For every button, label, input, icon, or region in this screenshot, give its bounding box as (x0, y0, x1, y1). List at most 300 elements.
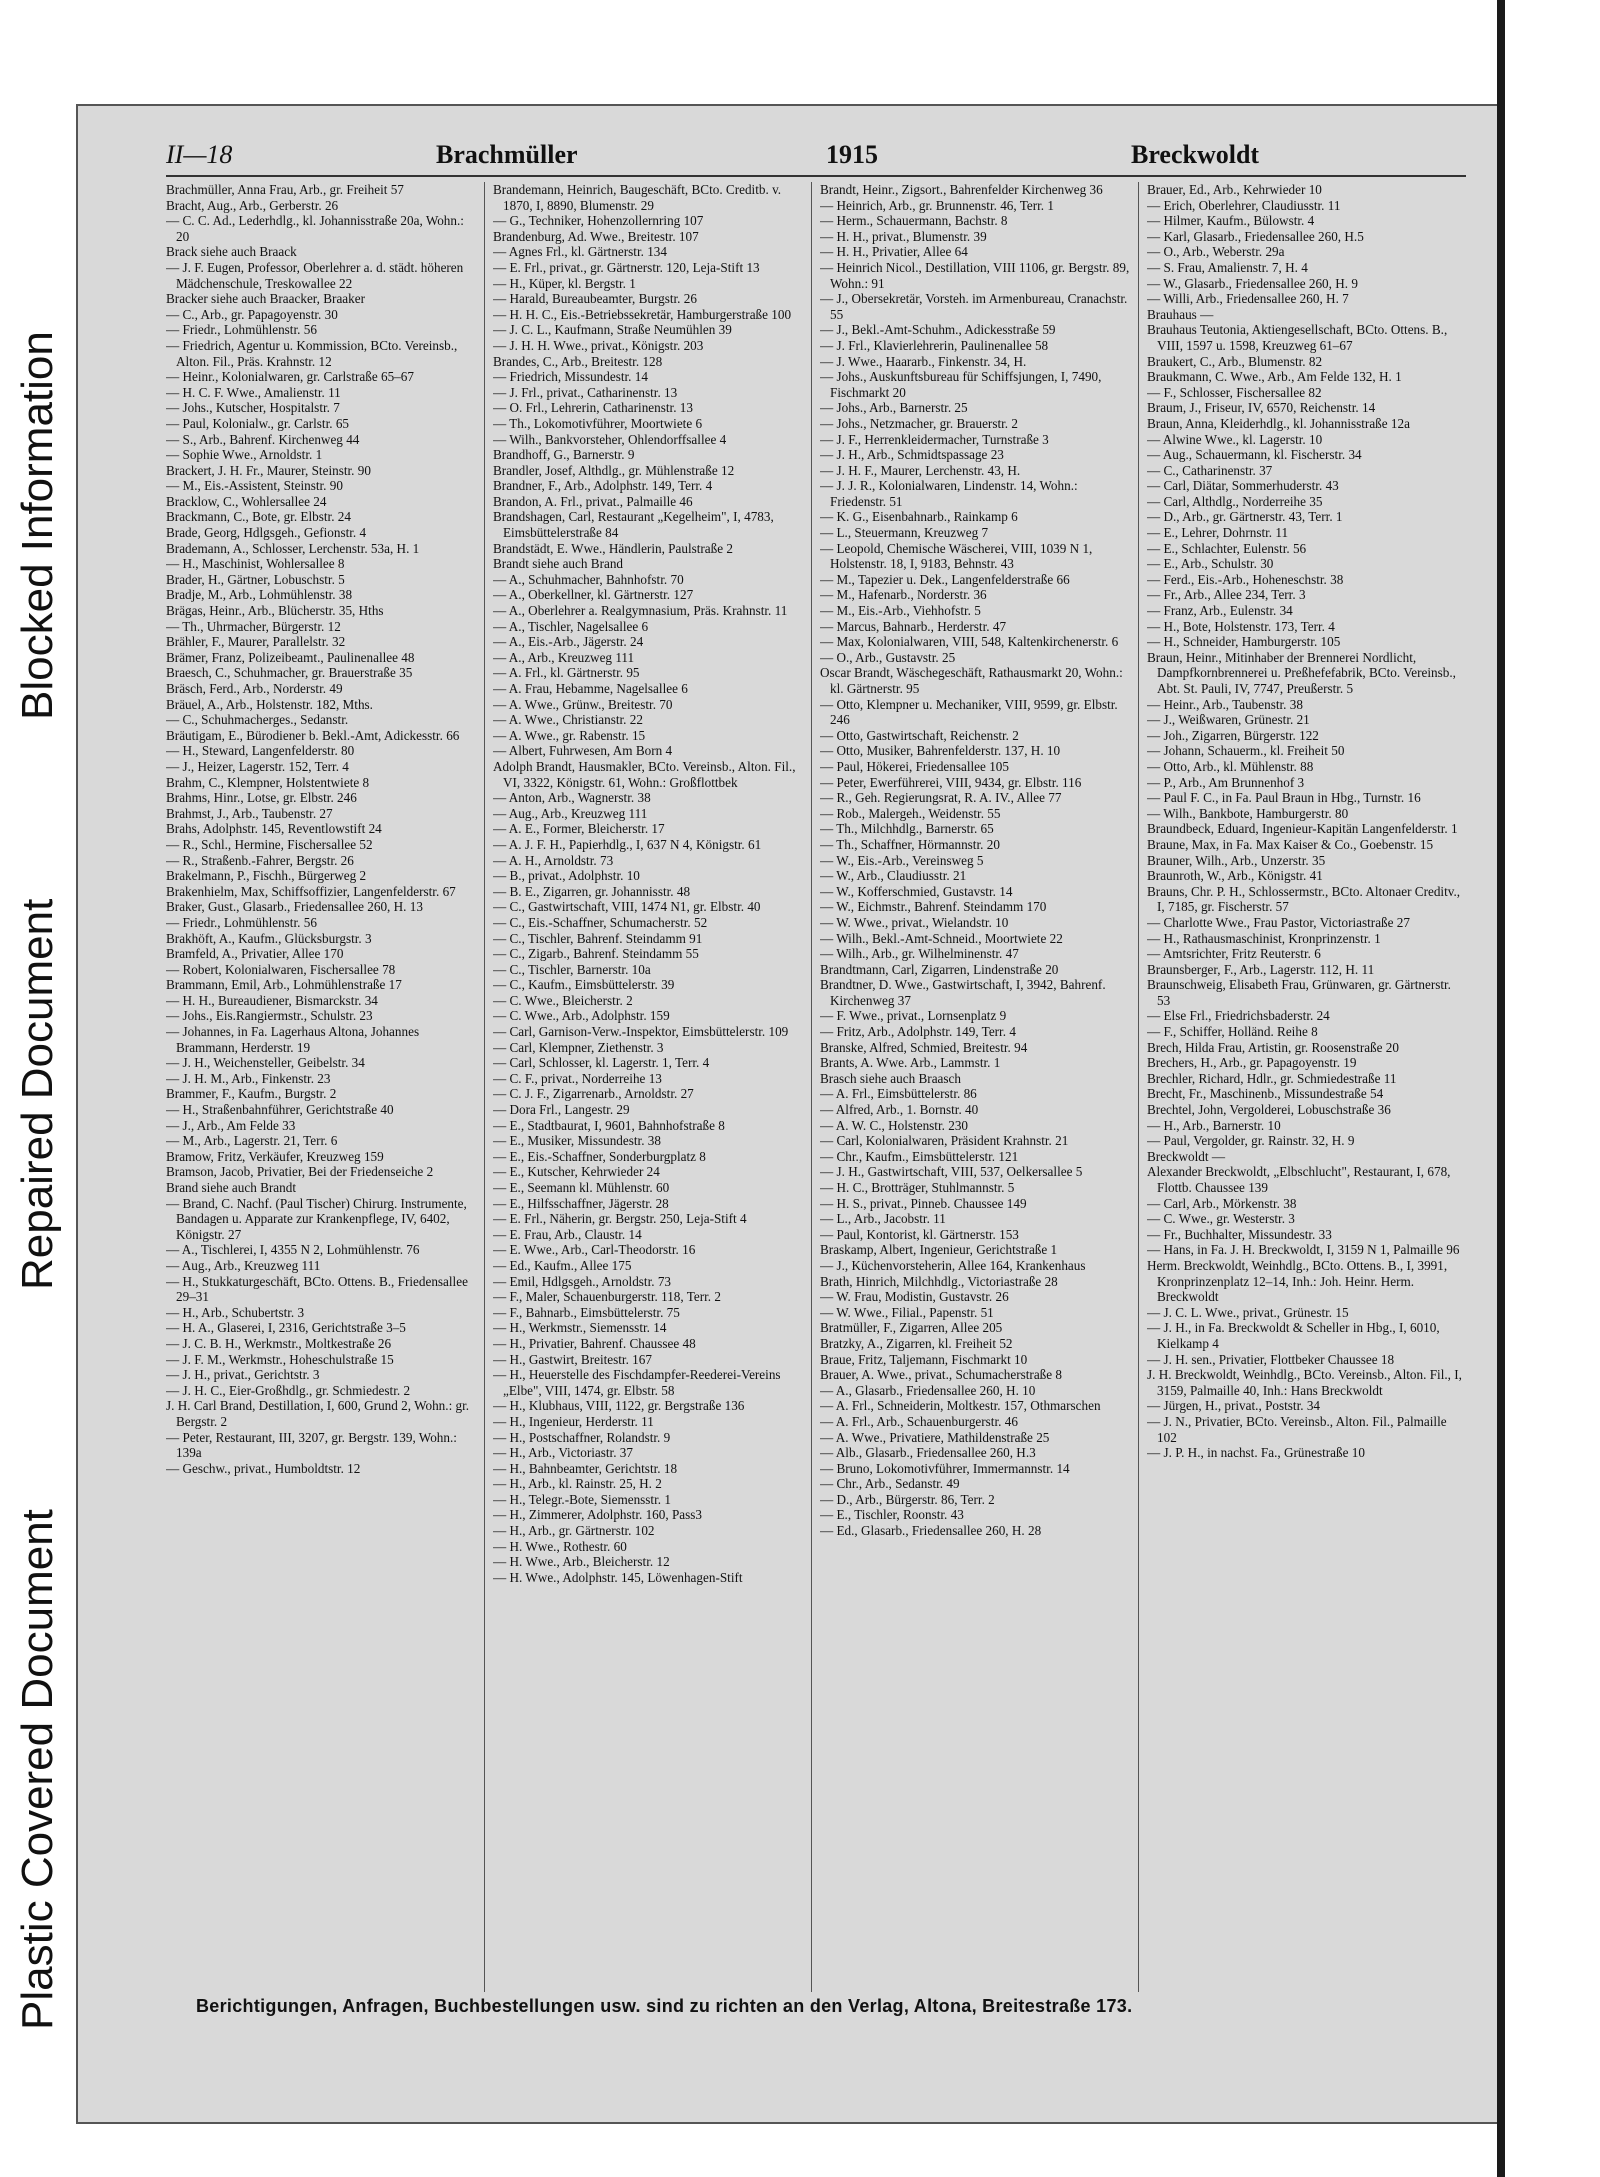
directory-entry: — Peter, Ewerführerei, VIII, 9434, gr. Elbstr. 116 (820, 774, 1082, 790)
directory-column-3 (820, 182, 1139, 1992)
directory-entry: — J. H. H. Wwe., privat., Königstr. 203 (493, 337, 704, 353)
directory-entry: — Hans, in Fa. J. H. Breckwoldt, I, 3159 N 1, Palmaille 96 (1147, 1242, 1460, 1258)
directory-entry: — Johannes, in Fa. Lagerhaus Altona, Johannes Brammann, Herderstr. 19 (166, 1024, 420, 1055)
directory-entry: — A. W. C., Holstenstr. 230 (820, 1117, 969, 1133)
directory-entry: — E., Eis.-Schaffner, Sonderburgplatz 8 (493, 1148, 706, 1164)
directory-entry: — Th., Uhrmacher, Bürgerstr. 12 (166, 618, 341, 634)
directory-entry: — Max, Kolonialwaren, VIII, 548, Kaltenkirchenerstr. 6 (820, 634, 1119, 650)
directory-entry: — E. Frl., privat., gr. Gärtnerstr. 120, Leja-Stift 13 (493, 259, 760, 275)
directory-entry: — M., Hafenarb., Norderstr. 36 (820, 587, 987, 603)
directory-entry: Brand siehe auch Brandt (166, 1180, 297, 1195)
directory-entry: — Charlotte Wwe., Frau Pastor, Victoriastraße 27 (1147, 914, 1410, 930)
directory-entry: — Johs., Netzmacher, gr. Brauerstr. 2 (820, 415, 1018, 431)
directory-entry: Branske, Alfred, Schmied, Breitestr. 94 (820, 1039, 1028, 1055)
directory-entry: — M., Arb., Lagerstr. 21, Terr. 6 (166, 1133, 338, 1149)
directory-entry: — A., Arb., Kreuzweg 111 (493, 649, 635, 665)
directory-entry: — A. Wwe., Grünw., Breitestr. 70 (493, 696, 673, 712)
directory-entry: Braskamp, Albert, Ingenieur, Gerichtstraße 1 (820, 1242, 1058, 1258)
directory-entry: — H. S., privat., Pinneb. Chaussee 149 (820, 1195, 1027, 1211)
directory-columns (166, 182, 1466, 1992)
directory-entry: — W., Eis.-Arb., Vereinsweg 5 (820, 852, 984, 868)
directory-entry: — Amtsrichter, Fritz Reuterstr. 6 (1147, 946, 1321, 962)
directory-entry: — H., Bote, Holstenstr. 173, Terr. 4 (1147, 618, 1335, 634)
directory-entry: — J., Arb., Am Felde 33 (166, 1117, 296, 1133)
directory-entry: Bramson, Jacob, Privatier, Bei der Friedenseiche 2 (166, 1164, 434, 1180)
directory-entry: — C., Arb., gr. Papagoyenstr. 30 (166, 306, 338, 322)
directory-entry: — Alfred, Arb., 1. Bornstr. 40 (820, 1102, 979, 1118)
directory-entry: — J. P. H., in nachst. Fa., Grünestraße 10 (1147, 1445, 1365, 1461)
directory-entry: — E., Lehrer, Dohrnstr. 11 (1147, 525, 1289, 541)
directory-entry: Brauer, Ed., Arb., Kehrwieder 10 (1147, 182, 1322, 197)
directory-entry: — Anton, Arb., Wagnerstr. 38 (493, 790, 651, 806)
directory-entry: — O., Arb., Weberstr. 29a (1147, 244, 1285, 260)
directory-entry: — J. H., Weichensteller, Geibelstr. 34 (166, 1055, 365, 1071)
directory-entry: — J. H., Gastwirtschaft, VIII, 537, Oelkersallee 5 (820, 1164, 1083, 1180)
directory-entry: — Johs., Kutscher, Hospitalstr. 7 (166, 400, 340, 416)
directory-entry: Brakhöft, A., Kaufm., Glücksburgstr. 3 (166, 930, 372, 946)
directory-entry: Brandshagen, Carl, Restaurant „Kegelheim", I, 4783, Eimsbüttelerstraße 84 (493, 509, 774, 541)
directory-entry: — Aug., Arb., Kreuzweg 111 (166, 1257, 321, 1273)
directory-entry: — J. H. M., Arb., Finkenstr. 23 (166, 1070, 331, 1086)
directory-entry: — Wilh., Bankvorsteher, Ohlendorffsallee 4 (493, 431, 727, 447)
directory-entry: — Heinr., Kolonialwaren, gr. Carlstraße 65–67 (166, 369, 414, 385)
label-plastic-covered: Plastic Covered Document (13, 1509, 62, 2030)
directory-entry: — C., Tischler, Barnerstr. 10a (493, 961, 651, 977)
directory-entry: — H., Zimmerer, Adolphstr. 160, Pass3 (493, 1507, 702, 1523)
directory-entry: Brandt, Heinr., Zigsort., Bahrenfelder Kirchenweg 36 (820, 182, 1103, 197)
directory-entry: Bracht, Aug., Arb., Gerberstr. 26 (166, 197, 339, 213)
label-repaired: Repaired Document (13, 898, 62, 1290)
directory-entry: Brammer, F., Kaufm., Burgstr. 2 (166, 1086, 337, 1102)
directory-entry: — J. C. L. Wwe., privat., Grünestr. 15 (1147, 1304, 1349, 1320)
directory-entry: Braker, Gust., Glasarb., Friedensallee 260, H. 13 (166, 899, 423, 915)
directory-entry: — L., Steuermann, Kreuzweg 7 (820, 525, 989, 541)
header-rule (166, 175, 1466, 177)
directory-entry: — Paul, Kolonialw., gr. Carlstr. 65 (166, 415, 350, 431)
directory-entry: — Fr., Arb., Allee 234, Terr. 3 (1147, 587, 1306, 603)
directory-entry: — Else Frl., Friedrichsbaderstr. 24 (1147, 1008, 1330, 1024)
directory-entry: — R., Schl., Hermine, Fischersallee 52 (166, 836, 373, 852)
directory-entry: Brämer, Franz, Polizeibeamt., Paulinenallee 48 (166, 649, 415, 665)
directory-entry: Breckwoldt — (1147, 1148, 1226, 1164)
directory-entry: — A., Glasarb., Friedensallee 260, H. 10 (820, 1382, 1036, 1398)
directory-entry: — Wilh., Arb., gr. Wilhelminenstr. 47 (820, 946, 1019, 962)
directory-entry: — A. Frau, Hebamme, Nagelsallee 6 (493, 681, 688, 696)
directory-entry: — A. Frl., Arb., Schauenburgerstr. 46 (820, 1413, 1018, 1429)
directory-entry: — H., Arb., Barnerstr. 10 (1147, 1117, 1281, 1133)
directory-entry: — E., Schlachter, Eulenstr. 56 (1147, 540, 1307, 556)
directory-entry: — Fritz, Arb., Adolphstr. 149, Terr. 4 (820, 1024, 1016, 1040)
directory-entry: — Otto, Musiker, Bahrenfelderstr. 137, H. 10 (820, 743, 1061, 759)
directory-entry: Braukmann, C. Wwe., Arb., Am Felde 132, H. 1 (1147, 369, 1402, 385)
directory-entry: — A., Oberkellner, kl. Gärtnerstr. 127 (493, 587, 694, 603)
directory-entry: — W., Eichmstr., Bahrenf. Steindamm 170 (820, 899, 1047, 915)
directory-entry: Brack siehe auch Braack (166, 244, 297, 260)
directory-entry: — E. Frau, Arb., Claustr. 14 (493, 1226, 642, 1242)
directory-entry: Braunschweig, Elisabeth Frau, Grünwaren, gr. Gärtnerstr. 53 (1147, 977, 1451, 1008)
directory-entry: — A., Tischler, Nagelsallee 6 (493, 618, 649, 634)
directory-entry: — Leopold, Chemische Wäscherei, VIII, 1039 N 1, Holstenstr. 18, I, 9183, Behnstr. 43 (820, 540, 1093, 572)
directory-entry: — H., Küper, kl. Bergstr. 1 (493, 275, 636, 291)
directory-entry: — H., Arb., kl. Rainstr. 25, H. 2 (493, 1476, 662, 1492)
directory-entry: — A. Frl., Schneiderin, Moltkestr. 157, Othmarschen (820, 1398, 1101, 1414)
directory-entry: — J. Wwe., Haararb., Finkenstr. 34, H. (820, 353, 1027, 369)
directory-entry: — Hilmer, Kaufm., Bülowstr. 4 (1147, 213, 1315, 229)
directory-entry: — A. Wwe., Christianstr. 22 (493, 712, 643, 728)
directory-entry: — A., Eis.-Arb., Jägerstr. 24 (493, 634, 644, 650)
directory-entry: — Jürgen, H., privat., Poststr. 34 (1147, 1398, 1321, 1414)
directory-entry: Bracker siehe auch Braacker, Braaker (166, 291, 365, 307)
page-number: II—18 (166, 140, 233, 169)
directory-entry: — Th., Lokomotivführer, Moortwiete 6 (493, 415, 703, 431)
directory-entry: — H., Klubhaus, VIII, 1122, gr. Bergstraße 136 (493, 1398, 745, 1414)
directory-entry: Braesch, C., Schuhmacher, gr. Brauerstraße 35 (166, 665, 413, 681)
directory-entry: — Agnes Frl., kl. Gärtnerstr. 134 (493, 244, 667, 260)
directory-entry: — H. C. F. Wwe., Amalienstr. 11 (166, 384, 341, 400)
directory-entry: — W. Wwe., Filial., Papenstr. 51 (820, 1304, 994, 1320)
directory-entry: — Wilh., Bekl.-Amt-Schneid., Moortwiete 22 (820, 930, 1063, 946)
directory-entry: — Joh., Zigarren, Bürgerstr. 122 (1147, 727, 1319, 743)
directory-entry: Brandner, F., Arb., Adolphstr. 149, Terr. 4 (493, 478, 713, 494)
directory-entry: — Otto, Gastwirtschaft, Reichenstr. 2 (820, 727, 1019, 743)
directory-entry: — O. Frl., Lehrerin, Catharinenstr. 13 (493, 400, 693, 416)
directory-entry: — C., Schuhmacherges., Sedanstr. (166, 712, 349, 728)
directory-entry: — Friedrich, Missundestr. 14 (493, 369, 648, 385)
directory-entry: Brasch siehe auch Braasch (820, 1070, 961, 1086)
directory-entry: — C., Tischler, Bahrenf. Steindamm 91 (493, 930, 703, 946)
directory-entry: — C., Gastwirtschaft, VIII, 1474 N1, gr. Elbstr. 40 (493, 899, 761, 915)
directory-entry: Braue, Fritz, Taljemann, Fischmarkt 10 (820, 1351, 1028, 1367)
directory-entry: — Paul, Kontorist, kl. Gärtnerstr. 153 (820, 1226, 1019, 1242)
directory-entry: — B. E., Zigarren, gr. Johannisstr. 48 (493, 883, 691, 899)
directory-entry: — Heinrich, Arb., gr. Brunnenstr. 46, Terr. 1 (820, 197, 1054, 213)
directory-entry: Brauner, Wilh., Arb., Unzerstr. 35 (1147, 852, 1326, 868)
directory-entry: — H. Wwe., Rothestr. 60 (493, 1538, 627, 1554)
directory-entry: — E., Stadtbaurat, I, 9601, Bahnhofstraße 8 (493, 1117, 725, 1133)
directory-entry: — J. H., in Fa. Breckwoldt & Scheller in Hbg., I, 6010, Kielkamp 4 (1147, 1320, 1440, 1351)
directory-entry: — Alwine Wwe., kl. Lagerstr. 10 (1147, 431, 1323, 447)
directory-entry: — A., Schuhmacher, Bahnhofstr. 70 (493, 571, 684, 587)
directory-entry: — J. F. M., Werkmstr., Hoheschulstraße 15 (166, 1351, 394, 1367)
directory-entry: — P., Arb., Am Brunnenhof 3 (1147, 774, 1305, 790)
directory-entry: Brader, H., Gärtner, Lobuschstr. 5 (166, 571, 345, 587)
directory-entry: — E. Frl., Näherin, gr. Bergstr. 250, Leja-Stift 4 (493, 1211, 747, 1227)
directory-entry: — C. F., privat., Norderreihe 13 (493, 1070, 662, 1086)
directory-entry: — Friedrich, Agentur u. Kommission, BCto. Vereinsb., Alton. Fil., Präs. Krahnstr. 12 (166, 337, 458, 369)
directory-entry: Brandtmann, Carl, Zigarren, Lindenstraße 20 (820, 961, 1059, 977)
directory-entry: — Rob., Malergeh., Weidenstr. 55 (820, 805, 1001, 821)
directory-entry: — F., Bahnarb., Eimsbüttelerstr. 75 (493, 1304, 680, 1320)
directory-entry: — W., Glasarb., Friedensallee 260, H. 9 (1147, 275, 1358, 291)
directory-entry: — Ed., Glasarb., Friedensallee 260, H. 28 (820, 1523, 1042, 1539)
directory-entry: — Heinrich Nicol., Destillation, VIII 1106, gr. Bergstr. 89, Wohn.: 91 (820, 259, 1130, 291)
directory-entry: — Robert, Kolonialwaren, Fischersallee 78 (166, 961, 396, 977)
directory-column-4 (1147, 182, 1466, 1992)
directory-entry: — A. H., Arnoldstr. 73 (493, 852, 614, 868)
directory-entry: — Herm., Schauermann, Bachstr. 8 (820, 213, 1008, 229)
directory-entry: — Johs., Arb., Barnerstr. 25 (820, 400, 968, 416)
directory-entry: — H., Gastwirt, Breitestr. 167 (493, 1351, 652, 1367)
directory-entry: Bracklow, C., Wohlersallee 24 (166, 493, 327, 509)
directory-entry: — Paul, Vergolder, gr. Rainstr. 32, H. 9 (1147, 1133, 1355, 1149)
directory-entry: Braundbeck, Eduard, Ingenieur-Kapitän Langenfelderstr. 1 (1147, 821, 1458, 837)
directory-entry: Brauns, Chr. P. H., Schlossermstr., BCto. Altonaer Creditv., I, 7185, gr. Fischerstr. 57 (1147, 883, 1461, 915)
directory-entry: — Carl, Schlosser, kl. Lagerstr. 1, Terr. 4 (493, 1055, 710, 1071)
directory-entry: Brandes, C., Arb., Breitestr. 128 (493, 353, 663, 369)
directory-entry: — H. H., Bureaudiener, Bismarckstr. 34 (166, 992, 378, 1008)
directory-entry: — Harald, Bureaubeamter, Burgstr. 26 (493, 291, 697, 307)
directory-entry: — Otto, Arb., kl. Mühlenstr. 88 (1147, 758, 1314, 774)
directory-entry: Brauer, A. Wwe., privat., Schumacherstraße 8 (820, 1367, 1063, 1383)
directory-entry: — H. H., privat., Blumenstr. 39 (820, 228, 987, 244)
directory-entry: Brandstädt, E. Wwe., Händlerin, Paulstraße 2 (493, 540, 734, 556)
directory-entry: — Carl, Diätar, Sommerhuderstr. 43 (1147, 478, 1339, 494)
directory-entry: Bramow, Fritz, Verkäufer, Kreuzweg 159 (166, 1148, 384, 1164)
directory-entry: — D., Arb., Bürgerstr. 86, Terr. 2 (820, 1491, 995, 1507)
directory-entry: — H., Telegr.-Bote, Siemensstr. 1 (493, 1491, 671, 1507)
directory-entry: Brähler, F., Maurer, Parallelstr. 32 (166, 634, 346, 650)
directory-entry: Brants, A. Wwe. Arb., Lammstr. 1 (820, 1055, 1001, 1071)
directory-entry: — H., Arb., gr. Gärtnerstr. 102 (493, 1523, 655, 1539)
directory-entry: — A. Wwe., gr. Rabenstr. 15 (493, 727, 646, 743)
directory-entry: — J., Küchenvorsteherin, Allee 164, Krankenhaus (820, 1257, 1086, 1273)
directory-entry: — A., Tischlerei, I, 4355 N 2, Lohmühlenstr. 76 (166, 1242, 420, 1258)
directory-entry: — G., Techniker, Hohenzollernring 107 (493, 213, 704, 229)
directory-entry: — A. E., Former, Bleicherstr. 17 (493, 821, 665, 837)
directory-entry: — C., Catharinenstr. 37 (1147, 462, 1273, 478)
directory-entry: Brahms, Hinr., Lotse, gr. Elbstr. 246 (166, 790, 357, 806)
directory-entry: Brech, Hilda Frau, Artistin, gr. Roosenstraße 20 (1147, 1039, 1399, 1055)
directory-entry: — H. Wwe., Adolphstr. 145, Löwenhagen-Stift (493, 1569, 743, 1585)
directory-entry: — Ed., Kaufm., Allee 175 (493, 1257, 632, 1273)
directory-entry: — A., Oberlehrer a. Realgymnasium, Präs. Krahnstr. 11 (493, 603, 788, 619)
directory-entry: — Johann, Schauerm., kl. Freiheit 50 (1147, 743, 1345, 759)
directory-entry: — Ferd., Eis.-Arb., Hoheneschstr. 38 (1147, 571, 1344, 587)
directory-entry: — J., Weißwaren, Grünestr. 21 (1147, 712, 1310, 728)
directory-entry: — H., Arb., Schubertstr. 3 (166, 1304, 305, 1320)
directory-entry: — A. Wwe., Privatiere, Mathildenstraße 25 (820, 1429, 1050, 1445)
header-year: 1915 (826, 140, 878, 169)
directory-entry: — Geschw., privat., Humboldtstr. 12 (166, 1460, 361, 1476)
directory-entry: Brecht, Fr., Maschinenb., Missundestraße 54 (1147, 1086, 1384, 1102)
directory-entry: — Marcus, Bahnarb., Herderstr. 47 (820, 618, 1007, 634)
directory-entry: — Franz, Arb., Eulenstr. 34 (1147, 603, 1293, 619)
directory-entry: — S., Arb., Bahrenf. Kirchenweg 44 (166, 431, 360, 447)
directory-entry: — H., Stukkaturgeschäft, BCto. Ottens. B., Friedensallee 29–31 (166, 1273, 468, 1305)
side-banner (0, 0, 70, 2177)
directory-entry: — Carl, Arb., Mörkenstr. 38 (1147, 1195, 1297, 1211)
directory-column-2 (493, 182, 812, 1992)
directory-entry: — Peter, Restaurant, III, 3207, gr. Bergstr. 139, Wohn.: 139a (166, 1429, 457, 1461)
directory-entry: — H., Bahnbeamter, Gerichtstr. 18 (493, 1460, 678, 1476)
directory-entry: — J. C. L., Kaufmann, Straße Neumühlen 39 (493, 322, 732, 338)
directory-entry: — H., Ingenieur, Herderstr. 11 (493, 1413, 654, 1429)
directory-entry: — H., Arb., Victoriastr. 37 (493, 1445, 633, 1461)
directory-entry: — J. H., privat., Gerichtstr. 3 (166, 1367, 320, 1383)
directory-entry: Brägas, Heinr., Arb., Blücherstr. 35, Hths (166, 603, 384, 619)
directory-entry: — W. Wwe., privat., Wielandstr. 10 (820, 914, 1009, 930)
directory-entry: Brahmst, J., Arb., Taubenstr. 27 (166, 805, 333, 821)
header-last-name: Breckwoldt (1131, 140, 1260, 169)
directory-entry: — L., Arb., Jacobstr. 11 (820, 1211, 946, 1227)
directory-entry: — C., Zigarb., Bahrenf. Steindamm 55 (493, 946, 699, 962)
directory-entry: — J., Bekl.-Amt-Schuhm., Adickesstraße 59 (820, 322, 1056, 338)
directory-entry: — Karl, Glasarb., Friedensallee 260, H.5 (1147, 228, 1364, 244)
directory-entry: — B., privat., Adolphstr. 10 (493, 868, 640, 884)
directory-entry: — D., Arb., gr. Gärtnerstr. 43, Terr. 1 (1147, 509, 1343, 525)
directory-entry: — Th., Schaffner, Hörmannstr. 20 (820, 836, 1000, 852)
directory-entry: Brackert, J. H. Fr., Maurer, Steinstr. 90 (166, 462, 371, 478)
directory-entry: — H., Steward, Langenfelderstr. 80 (166, 743, 355, 759)
directory-entry: — Chr., Arb., Sedanstr. 49 (820, 1476, 960, 1492)
directory-entry: — Carl, Garnison-Verw.-Inspektor, Eimsbüttelerstr. 109 (493, 1024, 789, 1040)
directory-entry: — Carl, Klempner, Ziethenstr. 3 (493, 1039, 664, 1055)
directory-entry: — A. J. F. H., Papierhdlg., I, 637 N 4, Königstr. 61 (493, 836, 762, 852)
directory-entry: — H., Schneider, Hamburgerstr. 105 (1147, 634, 1341, 650)
directory-entry: — J., Heizer, Lagerstr. 152, Terr. 4 (166, 758, 349, 774)
directory-entry: Braun, Anna, Kleiderhdlg., kl. Johannisstraße 12a (1147, 415, 1410, 431)
directory-entry: Brandemann, Heinrich, Baugeschäft, BCto. Creditb. v. 1870, I, 8890, Blumenstr. 29 (493, 182, 782, 213)
directory-entry: — Aug., Schauermann, kl. Fischerstr. 34 (1147, 447, 1362, 463)
directory-entry: Brauhaus — (1147, 306, 1214, 322)
directory-entry: — Erich, Oberlehrer, Claudiusstr. 11 (1147, 197, 1341, 213)
directory-entry: Brandhoff, G., Barnerstr. 9 (493, 447, 635, 463)
directory-entry: Brademann, A., Schlosser, Lerchenstr. 53a, H. 1 (166, 540, 420, 556)
directory-entry: Brandtner, D. Wwe., Gastwirtschaft, I, 3942, Bahrenf. Kirchenweg 37 (820, 977, 1106, 1008)
directory-entry: Braukert, C., Arb., Blumenstr. 82 (1147, 353, 1323, 369)
directory-entry: Bradje, M., Arb., Lohmühlenstr. 38 (166, 587, 353, 603)
directory-entry: — W., Kofferschmied, Gustavstr. 14 (820, 883, 1013, 899)
directory-entry: — Friedr., Lohmühlenstr. 56 (166, 914, 317, 930)
directory-entry: — E., Arb., Schulstr. 30 (1147, 556, 1274, 572)
directory-entry: — H., Privatier, Bahrenf. Chaussee 48 (493, 1335, 696, 1351)
directory-entry: Brade, Georg, Hdlgsgeh., Gefionstr. 4 (166, 525, 367, 541)
directory-entry: — Bruno, Lokomotivführer, Immermannstr. 14 (820, 1460, 1070, 1476)
directory-entry: — H. H. C., Eis.-Betriebssekretär, Hamburgerstraße 100 (493, 306, 792, 322)
directory-entry: — Paul F. C., in Fa. Paul Braun in Hbg., Turnstr. 16 (1147, 790, 1421, 806)
directory-entry: — C., Kaufm., Eimsbüttelerstr. 39 (493, 977, 675, 993)
directory-entry: Brath, Hinrich, Milchhdlg., Victoriastraße 28 (820, 1273, 1058, 1289)
page-header (86, 140, 1456, 174)
directory-entry: — C. Wwe., gr. Westerstr. 3 (1147, 1211, 1295, 1227)
directory-entry: Bratmüller, F., Zigarren, Allee 205 (820, 1320, 1003, 1336)
directory-entry: Bräuel, A., Arb., Holstenstr. 182, Mths. (166, 696, 373, 712)
directory-entry: Braun, Heinr., Mitinhaber der Brennerei Nordlicht, Dampfkornbrennerei u. Preßhefefabrik, BCto. Vereinsb., Abt. St. Pauli, IV, 7747, Preußerstr. 5 (1147, 649, 1456, 696)
directory-entry: Braunsberger, F., Arb., Lagerstr. 112, H. 11 (1147, 961, 1375, 977)
directory-entry: — A. Frl., kl. Gärtnerstr. 95 (493, 665, 640, 681)
directory-entry: — H. Wwe., Arb., Bleicherstr. 12 (493, 1554, 670, 1570)
directory-entry: — Otto, Klempner u. Mechaniker, VIII, 9599, gr. Elbstr. 246 (820, 696, 1118, 728)
directory-entry: — J. H. C., Eier-Großhdlg., gr. Schmiedestr. 2 (166, 1382, 411, 1398)
directory-entry: Bräutigam, E., Bürodiener b. Bekl.-Amt, Adickesstr. 66 (166, 727, 460, 743)
directory-entry: Brakenhielm, Max, Schiffsoffizier, Langenfelderstr. 67 (166, 883, 456, 899)
directory-entry: — M., Eis.-Arb., Viehhofstr. 5 (820, 603, 981, 619)
directory-entry: — H., Rathausmaschinist, Kronprinzenstr. 1 (1147, 930, 1381, 946)
directory-entry: — Alb., Glasarb., Friedensallee 260, H.3 (820, 1445, 1036, 1461)
directory-entry: Brahm, C., Klempner, Holstentwiete 8 (166, 774, 370, 790)
directory-entry: — C., Eis.-Schaffner, Schumacherstr. 52 (493, 914, 708, 930)
directory-entry: — Fr., Buchhalter, Missundestr. 33 (1147, 1226, 1332, 1242)
directory-entry: Brandler, Josef, Althdlg., gr. Mühlenstraße 12 (493, 462, 735, 478)
directory-entry: — F., Maler, Schauenburgerstr. 118, Terr. 2 (493, 1289, 721, 1305)
directory-entry: Bramfeld, A., Privatier, Allee 170 (166, 946, 344, 962)
directory-entry: — M., Eis.-Assistent, Steinstr. 90 (166, 478, 343, 494)
directory-entry: — F., Schiffer, Holländ. Reihe 8 (1147, 1024, 1318, 1040)
directory-entry: — Johs., Eis.Rangiermstr., Schulstr. 23 (166, 1008, 373, 1024)
directory-entry: — Heinr., Arb., Taubenstr. 38 (1147, 696, 1303, 712)
directory-entry: Brachmüller, Anna Frau, Arb., gr. Freiheit 57 (166, 182, 404, 197)
directory-entry: — E., Tischler, Roonstr. 43 (820, 1507, 964, 1523)
directory-entry: Brechler, Richard, Hdlr., gr. Schmiedestraße 11 (1147, 1070, 1397, 1086)
directory-entry: — R., Geh. Regierungsrat, R. A. IV., Allee 77 (820, 790, 1062, 806)
directory-entry: — Sophie Wwe., Arnoldstr. 1 (166, 447, 323, 463)
directory-entry: — J. Frl., privat., Catharinenstr. 13 (493, 384, 678, 400)
directory-entry: Brakelmann, P., Fischh., Bürgerweg 2 (166, 868, 367, 884)
directory-entry: J. H. Carl Brand, Destillation, I, 600, Grund 2, Wohn.: gr. Bergstr. 2 (166, 1398, 470, 1429)
directory-entry: — J. H. F., Maurer, Lerchenstr. 43, H. (820, 462, 1021, 478)
directory-entry: — J. J. R., Kolonialwaren, Lindenstr. 14, Wohn.: Friedenstr. 51 (820, 478, 1078, 509)
directory-entry: — J. N., Privatier, BCto. Vereinsb., Alton. Fil., Palmaille 102 (1147, 1413, 1447, 1445)
directory-entry: — H., Heuerstelle des Fischdampfer-Reederei-Vereins „Elbe", VIII, 1474, gr. Elbstr. 58 (493, 1367, 781, 1398)
directory-entry: — J., Obersekretär, Vorsteh. im Armenbureau, Cranachstr. 55 (820, 291, 1128, 322)
directory-entry: — H., Werkmstr., Siemensstr. 14 (493, 1320, 667, 1336)
directory-entry: — J. F., Herrenkleidermacher, Turnstraße 3 (820, 431, 1049, 447)
directory-entry: — J. Frl., Klavierlehrerin, Paulinenallee 58 (820, 337, 1049, 353)
directory-entry: — Johs., Auskunftsbureau für Schiffsjungen, I, 7490, Fischmarkt 20 (820, 369, 1102, 400)
directory-entry: Alexander Breckwoldt, „Elbschlucht", Restaurant, I, 678, Flottb. Chaussee 139 (1147, 1164, 1451, 1195)
directory-entry: — Dora Frl., Langestr. 29 (493, 1102, 630, 1118)
directory-entry: — Willi, Arb., Friedensallee 260, H. 7 (1147, 291, 1349, 307)
directory-entry: — E., Kutscher, Kehrwieder 24 (493, 1164, 660, 1180)
page-footer: Berichtigungen, Anfragen, Buchbestellungen usw. sind zu richten an den Verlag, Altona, Breitestraße 173. (196, 1996, 1133, 2016)
directory-entry: — C. C. Ad., Lederhdlg., kl. Johannisstraße 20a, Wohn.: 20 (166, 213, 464, 244)
directory-entry: — E., Seemann kl. Mühlenstr. 60 (493, 1180, 670, 1195)
directory-entry: — C. J. F., Zigarrenarb., Arnoldstr. 27 (493, 1086, 694, 1102)
directory-entry: — O., Arb., Gustavstr. 25 (820, 649, 956, 665)
directory-entry: — W., Arb., Claudiusstr. 21 (820, 868, 967, 884)
directory-entry: — Emil, Hdlgsgeh., Arnoldstr. 73 (493, 1273, 672, 1289)
directory-column-1 (166, 182, 485, 1992)
directory-entry: Braum, J., Friseur, IV, 6570, Reichenstr. 14 (1147, 400, 1376, 416)
label-blocked-information: Blocked Information (13, 331, 62, 720)
directory-entry: — C. Wwe., Bleicherstr. 2 (493, 992, 633, 1008)
directory-entry: Braunroth, W., Arb., Königstr. 41 (1147, 868, 1323, 884)
directory-entry: Braune, Max, in Fa. Max Kaiser & Co., Goebenstr. 15 (1147, 836, 1434, 852)
directory-entry: J. H. Breckwoldt, Weinhdlg., BCto. Vereinsb., Alton. Fil., I, 3159, Palmaille 40, Inh.: Hans Breckwoldt (1147, 1367, 1462, 1398)
directory-entry: — Paul, Hökerei, Friedensallee 105 (820, 758, 1009, 774)
directory-entry: — J. F. Eugen, Professor, Oberlehrer a. d. städt. höheren Mädchenschule, Treskowallee 22 (166, 259, 464, 291)
directory-entry: — E., Musiker, Missundestr. 38 (493, 1133, 661, 1149)
directory-entry: — M., Tapezier u. Dek., Langenfelderstraße 66 (820, 571, 1070, 587)
directory-entry: Brahs, Adolphstr. 145, Reventlowstift 24 (166, 821, 382, 837)
directory-entry: — H. A., Glaserei, I, 2316, Gerichtstraße 3–5 (166, 1320, 406, 1336)
directory-entry: — J. C. B. H., Werkmstr., Moltkestraße 26 (166, 1335, 392, 1351)
directory-entry: — F. Wwe., privat., Lornsenplatz 9 (820, 1008, 1007, 1024)
directory-entry: — Aug., Arb., Kreuzweg 111 (493, 805, 648, 821)
directory-entry: — H., Straßenbahnführer, Gerichtstraße 40 (166, 1102, 394, 1118)
directory-entry: — H., Maschinist, Wohlersallee 8 (166, 556, 345, 572)
directory-entry: — S. Frau, Amalienstr. 7, H. 4 (1147, 259, 1308, 275)
directory-entry: — J. H. sen., Privatier, Flottbeker Chaussee 18 (1147, 1351, 1395, 1367)
directory-entry: Brackmann, C., Bote, gr. Elbstr. 24 (166, 509, 351, 525)
directory-entry: — R., Straßenb.-Fahrer, Bergstr. 26 (166, 852, 354, 868)
directory-entry: — W. Frau, Modistin, Gustavstr. 26 (820, 1289, 1009, 1305)
directory-entry: — Carl, Kolonialwaren, Präsident Krahnstr. 21 (820, 1133, 1069, 1149)
directory-entry: — E. Wwe., Arb., Carl-Theodorstr. 16 (493, 1242, 696, 1258)
directory-entry: Brandon, A. Frl., privat., Palmaille 46 (493, 493, 693, 509)
directory-entry: Bräsch, Ferd., Arb., Norderstr. 49 (166, 681, 343, 696)
directory-entry: Oscar Brandt, Wäschegeschäft, Rathausmarkt 20, Wohn.: kl. Gärtnerstr. 95 (820, 665, 1123, 696)
